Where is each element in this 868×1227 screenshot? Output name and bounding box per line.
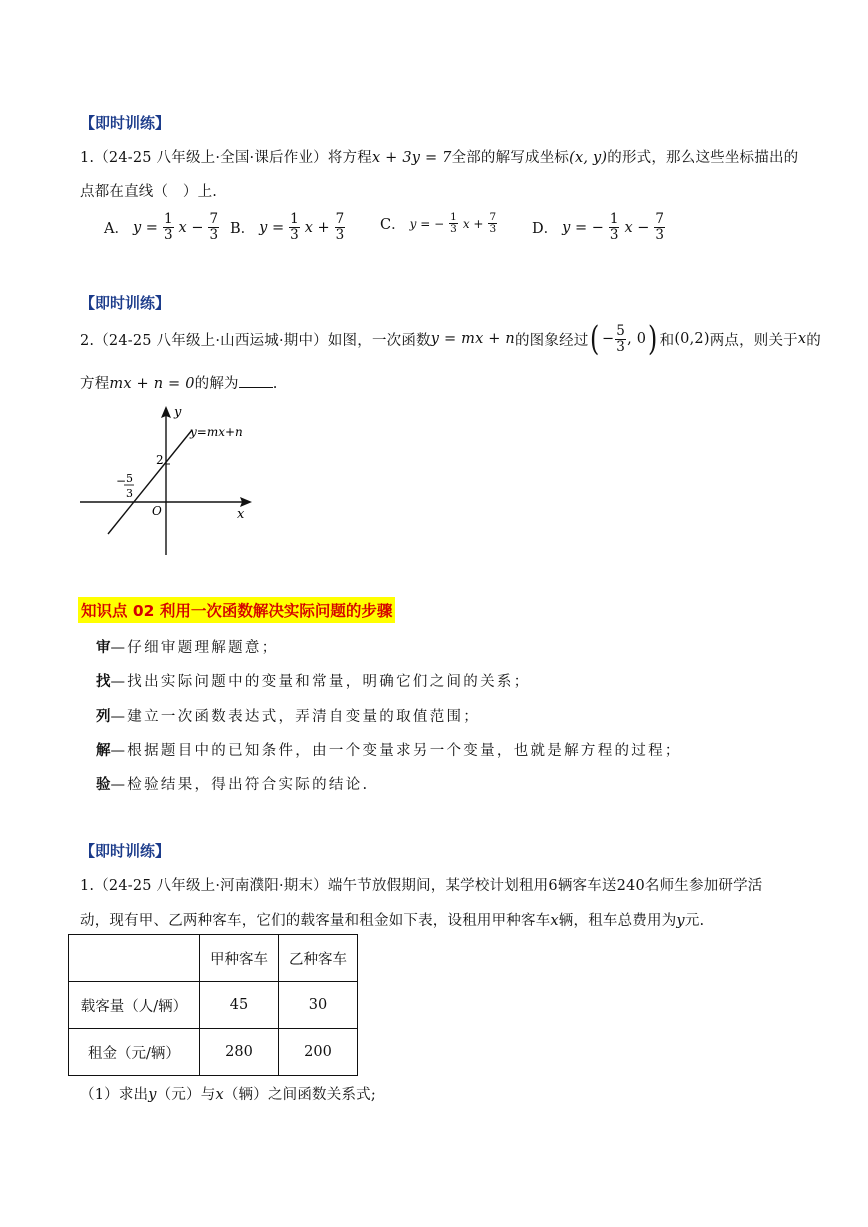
q2-line2: 方程mx + n = 0的解为 .	[80, 372, 278, 393]
q3-line1: 1.（24-25 八年级上·河南濮阳·期末）端午节放假期间，某学校计划租用6辆客车送240名师生参加研学活	[80, 878, 763, 894]
q1-coord: (x, y)	[569, 150, 608, 166]
option-c[interactable]: C． y = − $\frac{1}{3}$ x + $\frac{7}{3}$	[380, 211, 497, 235]
table-header-row	[69, 935, 358, 982]
step-shen: 审—仔细审题理解题意；	[96, 640, 279, 656]
section-tag: 【即时训练】	[80, 294, 171, 312]
origin-label: O	[152, 504, 162, 518]
q1-line2: 点都在直线（ ）上.	[80, 184, 218, 200]
option-a[interactable]: A． y = $\frac{1}{3}$ x − $\frac{7}{3}$	[104, 211, 219, 243]
table-row	[69, 1029, 358, 1076]
table-cell: 载客量（人/辆）	[69, 982, 200, 1029]
step-lie: 列—建立一次函数表达式，弄清自变量的取值范围；	[96, 709, 481, 725]
q1-options	[104, 212, 664, 252]
knowledge-point-heading: 知识点 02 利用一次函数解决实际问题的步骤	[78, 597, 395, 623]
x-intercept-den: 3	[126, 487, 133, 500]
table-row	[69, 982, 358, 1029]
table-cell: 280	[200, 1029, 279, 1076]
table-cell: 45	[200, 982, 279, 1029]
option-d[interactable]: D． y = − $\frac{1}{3}$ x − $\frac{7}{3}$	[532, 211, 664, 243]
step-jie: 解—根据题目中的已知条件，由一个变量求另一个变量，也就是解方程的过程；	[96, 743, 682, 759]
q2-line1: 2.（24-25 八年级上·山西运城·期中）如图，一次函数 y = mx + n 的图象经过 ( − $\frac{5}{3}$ , 0 ) 和 (0,2) 两点，则关于 x 的	[80, 319, 821, 359]
table-header-cell: 甲种客车	[200, 935, 279, 982]
table-cell: 200	[279, 1029, 358, 1076]
q3-line2: 动，现有甲、乙两种客车，它们的载客量和租金如下表，设租用甲种客车x辆，租车总费用为y元.	[80, 913, 705, 929]
section-tag: 【即时训练】	[80, 114, 171, 132]
section-tag: 【即时训练】	[80, 842, 171, 860]
table-cell: 30	[279, 982, 358, 1029]
option-b[interactable]: B． y = $\frac{1}{3}$ x + $\frac{7}{3}$	[230, 211, 345, 243]
answer-blank[interactable]	[239, 373, 273, 388]
q2-function: y = mx + n	[430, 331, 515, 347]
function-graph	[74, 400, 264, 560]
q1-equation: x + 3y = 7	[371, 150, 452, 166]
x-axis-label: x	[237, 507, 245, 522]
table-cell: 租金（元/辆）	[69, 1029, 200, 1076]
x-intercept-sign: −	[116, 474, 127, 488]
y-intercept-label: 2	[156, 453, 164, 467]
x-intercept-num: 5	[126, 472, 133, 485]
step-yan: 验—检验结果，得出符合实际的结论.	[96, 777, 370, 793]
table-header-cell: 乙种客车	[279, 935, 358, 982]
y-axis-label: y	[174, 405, 182, 420]
table-header-cell	[69, 935, 200, 982]
line-label: y=mx+n	[190, 425, 243, 439]
bus-fee-table	[68, 934, 358, 1076]
q1-line1: 1.（24-25 八年级上·全国·课后作业）将方程x + 3y = 7全部的解写成坐标(x, y)的形式，那么这些坐标描出的	[80, 150, 799, 166]
q3-subquestion-1: （1）求出y（元）与x（辆）之间函数关系式;	[80, 1087, 376, 1103]
step-zhao: 找—找出实际问题中的变量和常量，明确它们之间的关系；	[96, 674, 531, 690]
